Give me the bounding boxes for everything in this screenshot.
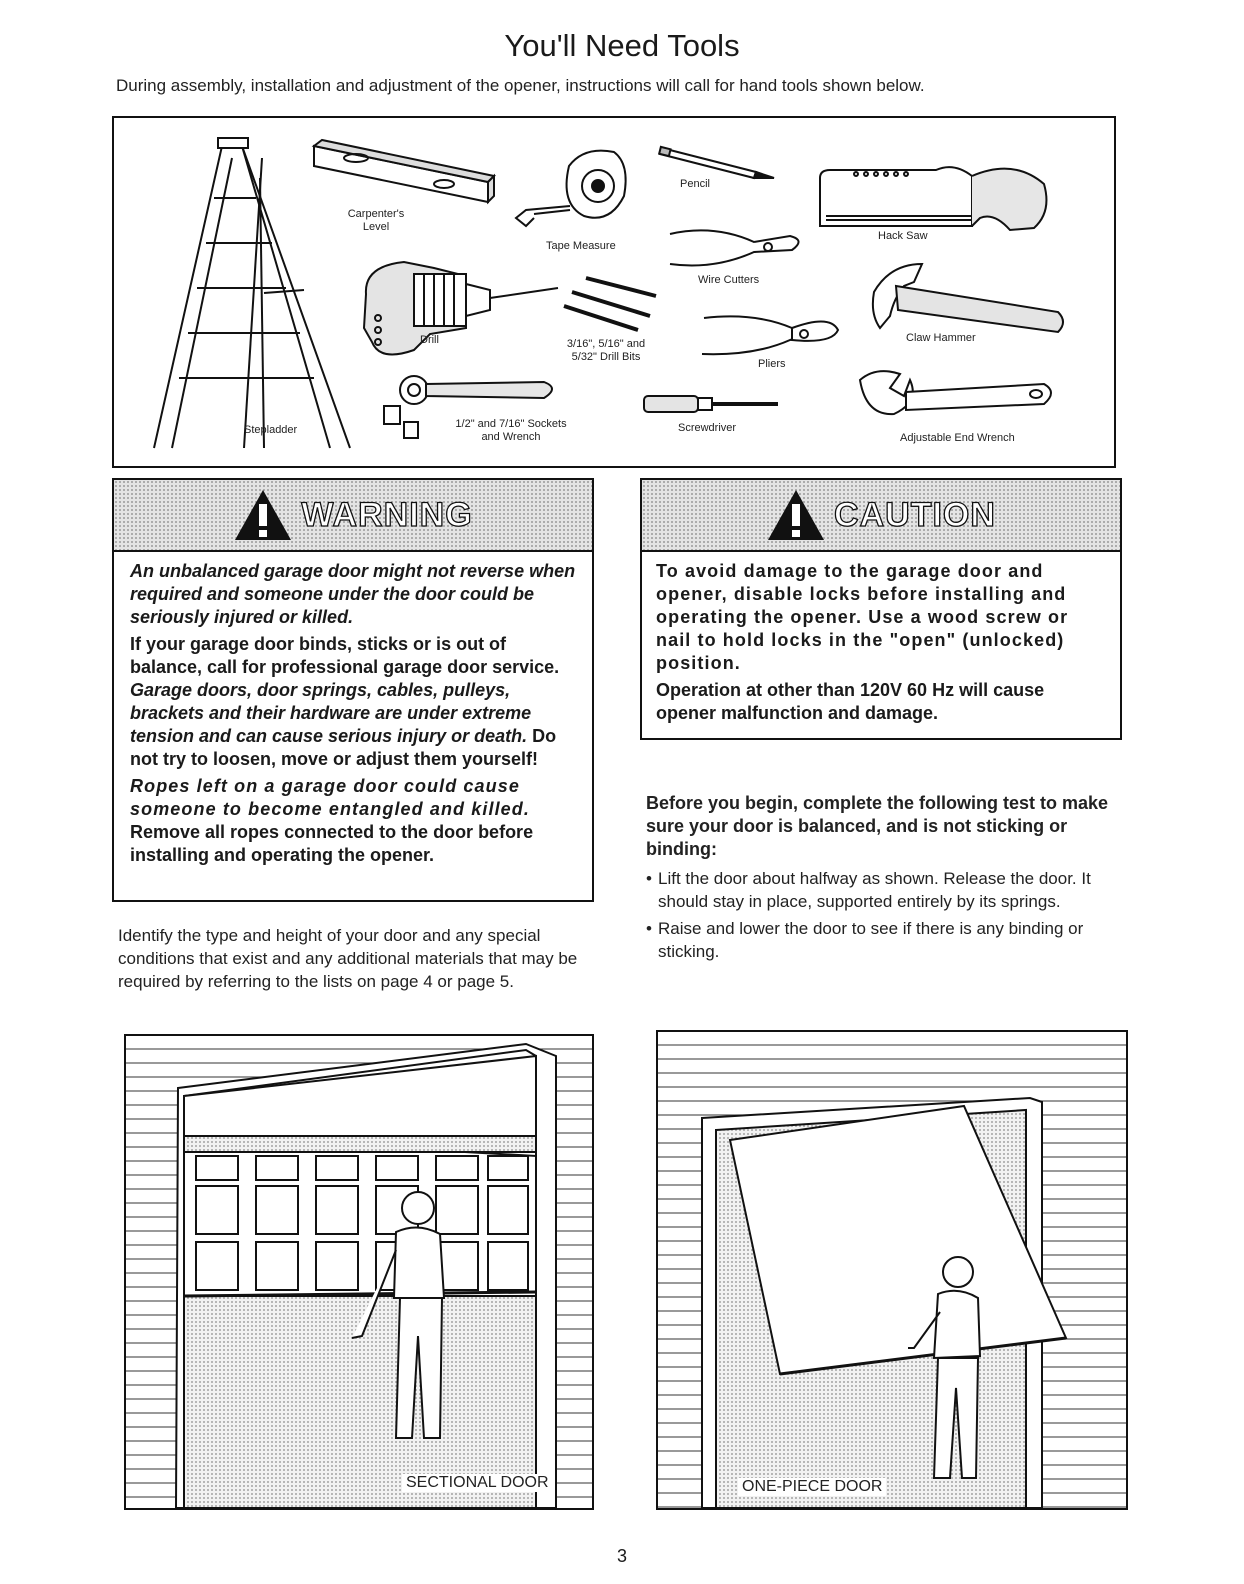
caution-body bbox=[642, 552, 1120, 725]
drill-bits-label-line2: 5/32" Drill Bits bbox=[571, 351, 641, 363]
tape-measure-icon bbox=[516, 151, 626, 226]
warning-triangle-icon bbox=[233, 488, 293, 542]
tape-measure-label: Tape Measure bbox=[546, 240, 616, 252]
caution-box bbox=[640, 478, 1122, 740]
warning-heading: WARNING bbox=[301, 495, 473, 534]
sectional-door-illustration bbox=[124, 1034, 594, 1510]
level-label-line1: Carpenter's bbox=[347, 208, 405, 220]
warning-p3-a: Ropes left on a garage door could cause someone to become entangled and killed. bbox=[130, 776, 530, 819]
balance-test-section bbox=[646, 792, 1114, 963]
warning-paragraph-3 bbox=[130, 775, 578, 867]
warning-paragraph-2 bbox=[130, 633, 578, 771]
hack-saw-icon bbox=[820, 167, 1046, 230]
drill-icon bbox=[364, 262, 558, 355]
stepladder-label: Stepladder bbox=[244, 424, 298, 436]
pencil-label: Pencil bbox=[680, 178, 710, 190]
warning-paragraph-1: An unbalanced garage door might not reverse when required and someone under the door could be seriously injured or killed. bbox=[130, 561, 576, 627]
warning-p2-c: Do not try to loosen, move or adjust them yourself! bbox=[130, 726, 557, 769]
screwdriver-label: Screwdriver bbox=[678, 422, 737, 434]
caution-header bbox=[642, 480, 1120, 552]
bullet-1-text: Lift the door about halfway as shown. Release the door. It should stay in place, supported entirely by its springs. bbox=[658, 869, 1091, 911]
one-piece-door-caption: ONE-PIECE DOOR bbox=[738, 1478, 886, 1496]
intro-text: During assembly, installation and adjustment of the opener, instructions will call for hand tools shown below. bbox=[116, 76, 925, 95]
wire-cutters-icon bbox=[670, 230, 799, 265]
adjustable-wrench-icon bbox=[860, 371, 1051, 414]
drill-label: Drill bbox=[420, 334, 439, 346]
warning-body bbox=[114, 552, 592, 867]
one-piece-door-illustration bbox=[656, 1030, 1128, 1510]
sectional-door-caption: SECTIONAL DOOR bbox=[402, 1474, 553, 1492]
drill-bits-label-line1: 3/16", 5/16" and bbox=[566, 338, 646, 350]
balance-test-bullet-1: • Lift the door about halfway as shown. Release the door. It should stay in place, supported entirely by its springs. bbox=[646, 867, 1114, 913]
drill-bits-icon bbox=[564, 278, 656, 330]
claw-hammer-label: Claw Hammer bbox=[906, 332, 976, 344]
warning-box bbox=[112, 478, 594, 902]
warning-p2-a: If your garage door binds, sticks or is out of balance, call for professional garage door service. bbox=[130, 634, 560, 677]
pencil-icon bbox=[659, 147, 774, 178]
caution-heading: CAUTION bbox=[834, 495, 996, 534]
carpenters-level-icon bbox=[314, 140, 494, 202]
identify-door-text bbox=[118, 924, 592, 993]
caution-paragraph-1: To avoid damage to the garage door and opener, disable locks before installing and operating the opener. Use a wood screw or nail to hold locks in the "open" (unlocked) position. bbox=[656, 561, 1069, 673]
balance-test-intro: Before you begin, complete the following test to make sure your door is balanced, and is not sticking or binding: bbox=[646, 793, 1109, 859]
sockets-label-line2: and Wrench bbox=[481, 431, 541, 443]
claw-hammer-icon bbox=[873, 264, 1063, 332]
warning-header bbox=[114, 480, 592, 552]
wire-cutters-label: Wire Cutters bbox=[698, 274, 760, 286]
page-title: You'll Need Tools bbox=[504, 28, 740, 63]
sockets-label-line1: 1/2" and 7/16" Sockets bbox=[455, 418, 567, 430]
level-label-line2: Level bbox=[362, 221, 390, 233]
bullet-2-text: Raise and lower the door to see if there is any binding or sticking. bbox=[658, 919, 1084, 961]
identify-door-paragraph: Identify the type and height of your door and any special conditions that exist and any additional materials that may be required by referring to the lists on page 4 or page 5. bbox=[118, 926, 578, 991]
adjustable-wrench-label: Adjustable End Wrench bbox=[900, 432, 1015, 444]
page-number: 3 bbox=[616, 1546, 627, 1566]
caution-paragraph-2: Operation at other than 120V 60 Hz will cause opener malfunction and damage. bbox=[656, 680, 1045, 723]
balance-test-bullet-2: • Raise and lower the door to see if there is any binding or sticking. bbox=[646, 917, 1114, 963]
hack-saw-label: Hack Saw bbox=[878, 230, 928, 242]
warning-p3-b: Remove all ropes connected to the door before installing and operating the opener. bbox=[130, 822, 534, 865]
tools-panel bbox=[112, 116, 1116, 468]
pliers-label: Pliers bbox=[758, 358, 786, 370]
stepladder-icon bbox=[154, 138, 350, 448]
caution-triangle-icon bbox=[766, 488, 826, 542]
pliers-icon bbox=[702, 316, 838, 354]
warning-p2-b: Garage doors, door springs, cables, pulleys, brackets and their hardware are under extreme tension and can cause serious injury or death. bbox=[130, 680, 532, 746]
screwdriver-icon bbox=[644, 396, 778, 412]
